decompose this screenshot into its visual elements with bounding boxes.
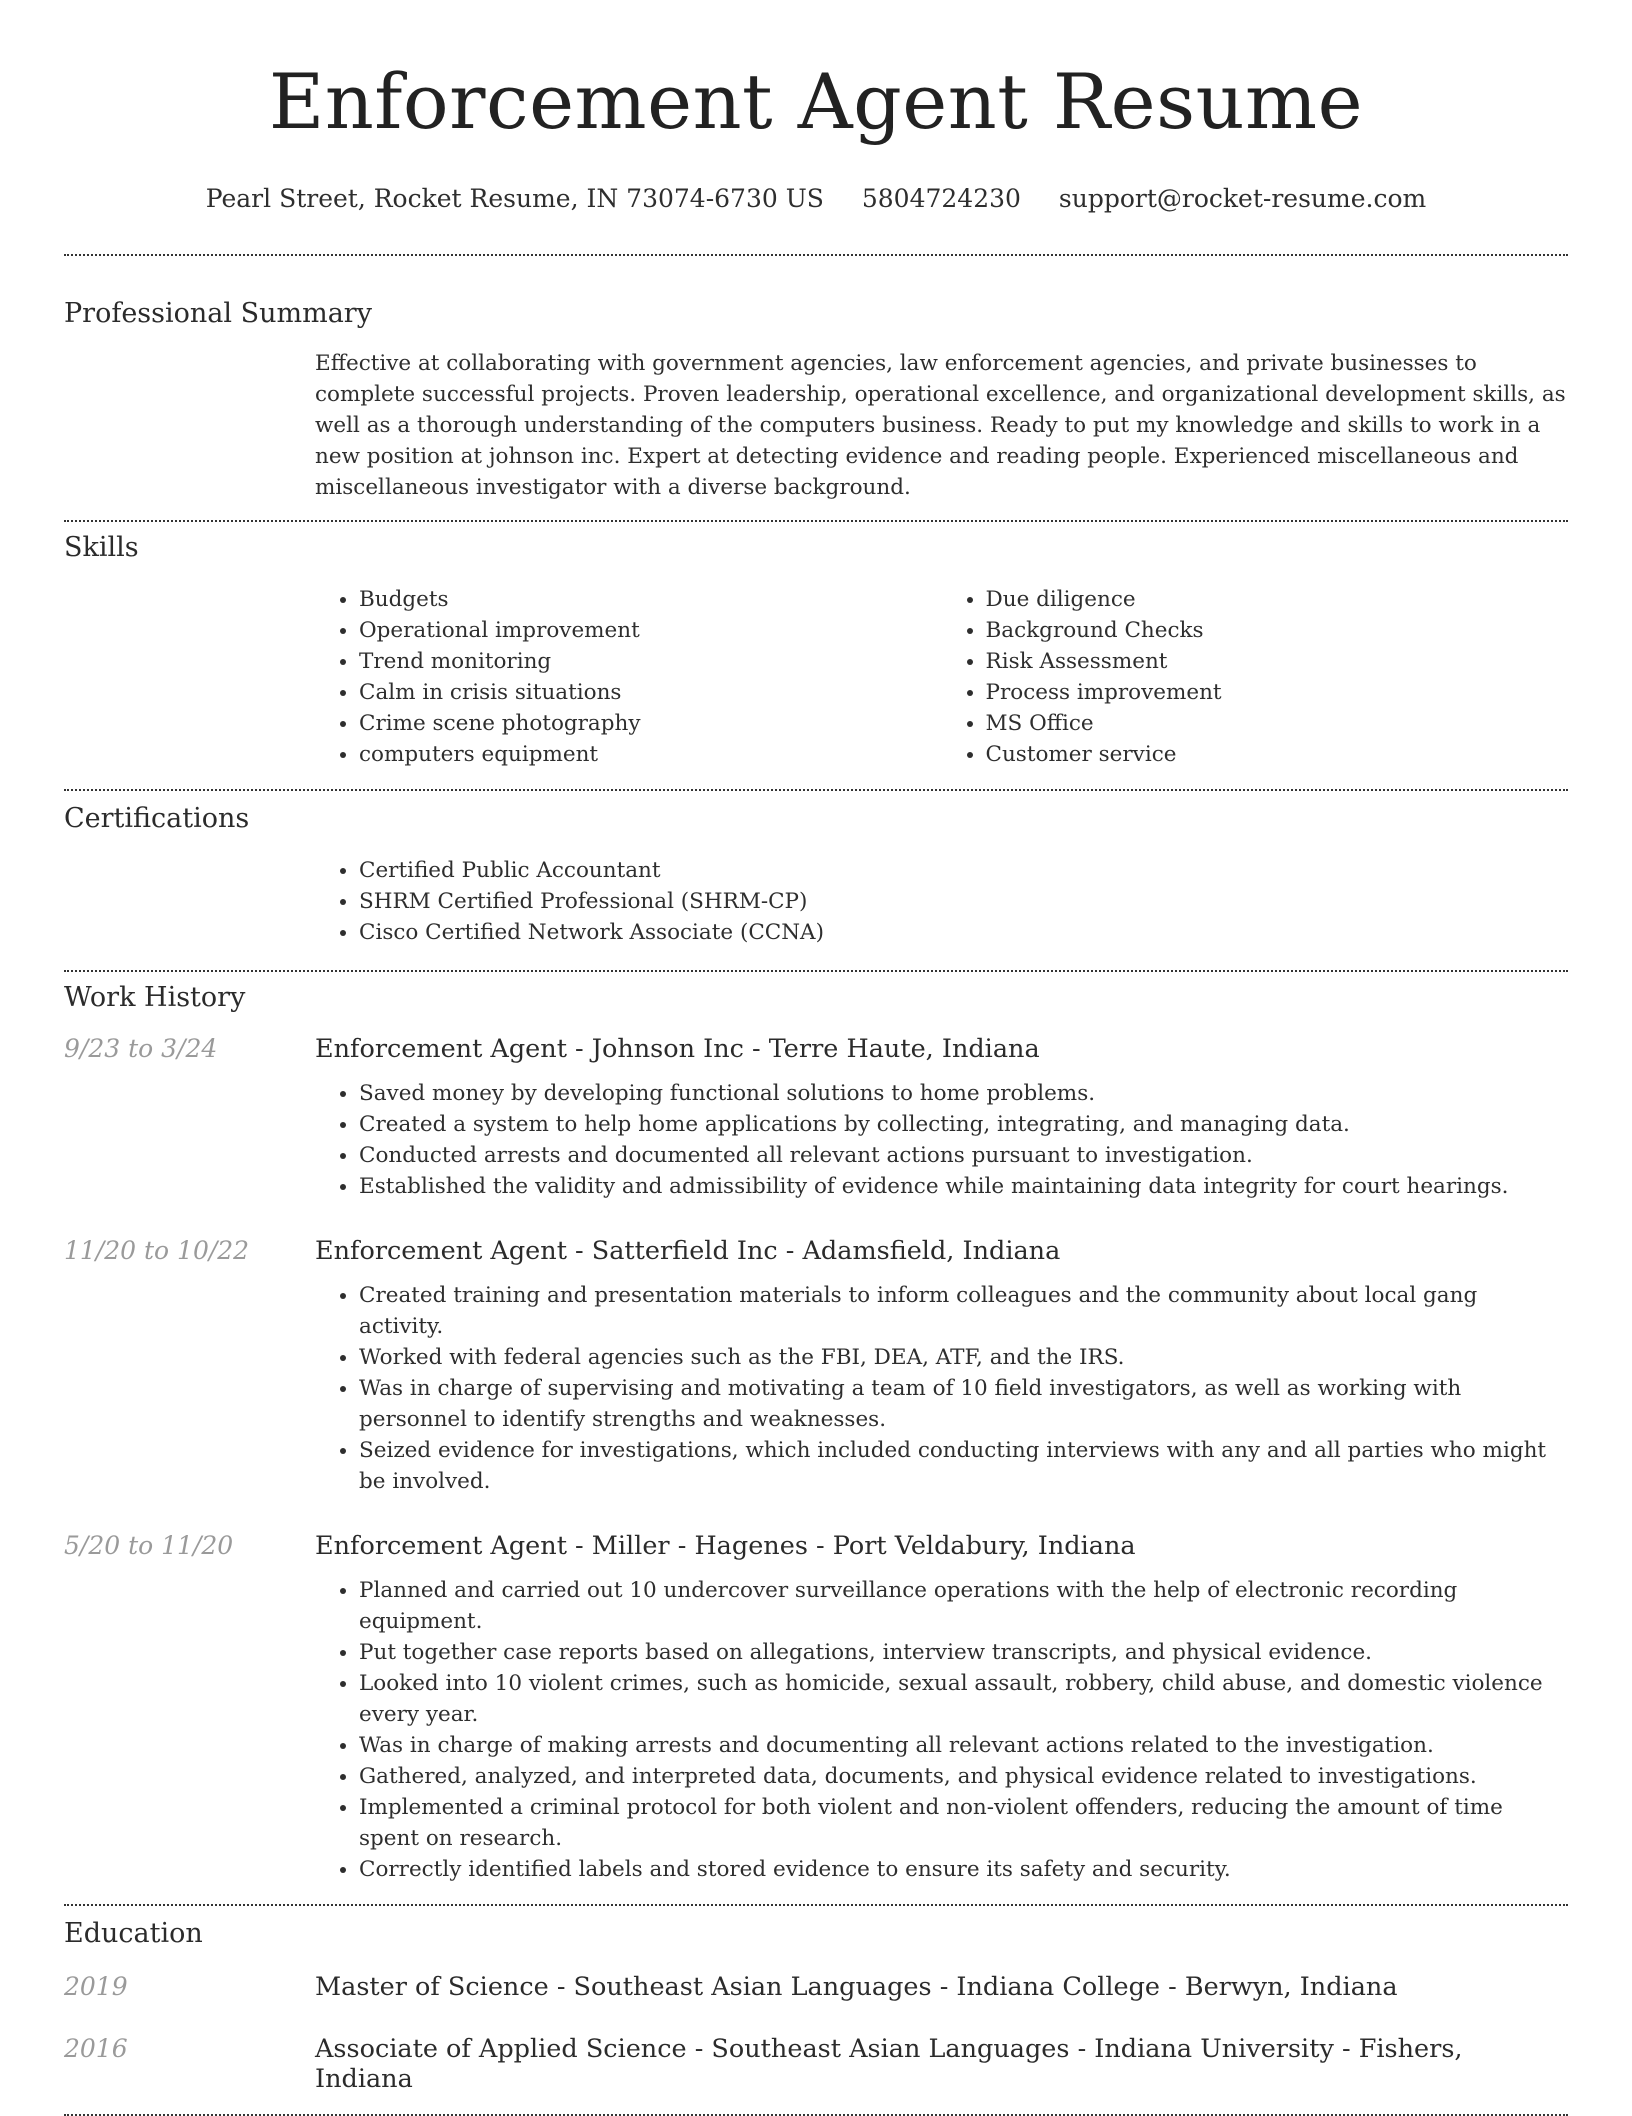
job-header (64, 1531, 1568, 1561)
summary-heading: Professional Summary (64, 298, 372, 329)
job-header (64, 1034, 1568, 1064)
summary-text: Effective at collaborating with government agencies, law enforcement agencies, and private businesses to complete successful projects. Proven leadership, operational excellence, and organizational development skills, as well as a thorough understanding of the computers business. Ready to put my knowledge and skills to work in a new position at johnson inc. Expert at detecting evidence and reading people. Experienced miscellaneous and miscellaneous investigator with a diverse background. (315, 351, 1566, 500)
job-title: Enforcement Agent - Satterfield Inc - Adamsfield, Indiana (315, 1236, 1061, 1266)
education-entry (64, 1972, 1568, 2002)
contact-phone: 5804724230 (861, 184, 1021, 213)
job-bullet: • Put together case reports based on allegations, interview transcripts, and physical evidence. (359, 1637, 1568, 1668)
job-bullet: • Seized evidence for investigations, which included conducting interviews with any and all parties who might be involved. (359, 1435, 1568, 1497)
contact-address: Pearl Street, Rocket Resume, IN 73074-6730 US (205, 184, 824, 213)
skills-section (64, 530, 1568, 770)
divider-skills (64, 789, 1568, 791)
education-year: 2019 (64, 1972, 128, 2001)
skill-item: • Process improvement (986, 677, 1569, 708)
job-details (315, 1078, 1568, 1202)
job-bullet: • Saved money by developing functional solutions to home problems. (359, 1078, 1568, 1109)
divider-summary (64, 520, 1568, 522)
job-title: Enforcement Agent - Miller - Hagenes - Port Veldabury, Indiana (315, 1531, 1136, 1561)
job-dates: 11/20 to 10/22 (64, 1236, 250, 1265)
skills-grid (315, 584, 1568, 770)
job-bullet: • Gathered, analyzed, and interpreted data, documents, and physical evidence related to investigations. (359, 1761, 1568, 1792)
skill-item: • Trend monitoring (359, 646, 942, 677)
job-bullet: • Was in charge of supervising and motivating a team of 10 field investigators, as well as working with personnel to identify strengths and weaknesses. (359, 1373, 1568, 1435)
skills-list-right (942, 584, 1569, 770)
job-bullet: • Conducted arrests and documented all relevant actions pursuant to investigation. (359, 1140, 1568, 1171)
education-section (64, 1916, 1568, 2094)
summary-section (64, 296, 1568, 503)
certification-item: • Cisco Certified Network Associate (CCNA) (359, 917, 1568, 948)
job-bullet: • Planned and carried out 10 undercover surveillance operations with the help of electronic recording equipment. (359, 1575, 1568, 1637)
job-dates: 5/20 to 11/20 (64, 1531, 234, 1560)
job-entry (64, 1034, 1568, 1202)
skill-item: • Customer service (986, 739, 1569, 770)
education-year: 2016 (64, 2034, 128, 2063)
divider-certifications (64, 970, 1568, 972)
skill-item: • Due diligence (986, 584, 1569, 615)
job-bullet: • Was in charge of making arrests and documenting all relevant actions related to the investigation. (359, 1730, 1568, 1761)
summary-content (315, 348, 1568, 503)
certification-item: • Certified Public Accountant (359, 855, 1568, 886)
skill-item: • computers equipment (359, 739, 942, 770)
job-title: Enforcement Agent - Johnson Inc - Terre Haute, Indiana (315, 1034, 1040, 1064)
skill-item: • Budgets (359, 584, 942, 615)
job-bullet: • Worked with federal agencies such as the FBI, DEA, ATF, and the IRS. (359, 1342, 1568, 1373)
education-title: Associate of Applied Science - Southeast Asian Languages - Indiana University - Fishers, Indiana (315, 2034, 1463, 2094)
skill-item: • Calm in crisis situations (359, 677, 942, 708)
work-history-section (64, 980, 1568, 1885)
certifications-section (64, 801, 1568, 948)
skill-item: • Crime scene photography (359, 708, 942, 739)
skill-item: • Operational improvement (359, 615, 942, 646)
education-title: Master of Science - Southeast Asian Languages - Indiana College - Berwyn, Indiana (315, 1972, 1398, 2002)
divider-work (64, 1904, 1568, 1906)
education-heading: Education (64, 1918, 203, 1949)
skills-heading: Skills (64, 532, 139, 563)
job-dates: 9/23 to 3/24 (64, 1034, 218, 1063)
job-bullet: • Created a system to help home applications by collecting, integrating, and managing data. (359, 1109, 1568, 1140)
education-entry (64, 2034, 1568, 2094)
job-bullets (315, 1280, 1568, 1497)
certification-item: • SHRM Certified Professional (SHRM-CP) (359, 886, 1568, 917)
skill-item: • Risk Assessment (986, 646, 1569, 677)
job-bullets (315, 1575, 1568, 1885)
job-entry (64, 1531, 1568, 1885)
work-history-heading: Work History (64, 982, 246, 1013)
job-bullet: • Established the validity and admissibility of evidence while maintaining data integrity for court hearings. (359, 1171, 1568, 1202)
contact-line (64, 182, 1568, 216)
divider-header (64, 254, 1568, 256)
job-bullet: • Created training and presentation materials to inform colleagues and the community about local gang activity. (359, 1280, 1568, 1342)
job-bullet: • Implemented a criminal protocol for both violent and non-violent offenders, reducing the amount of time spent on research. (359, 1792, 1568, 1854)
skills-list-left (315, 584, 942, 770)
certifications-heading: Certifications (64, 803, 250, 834)
skill-item: • MS Office (986, 708, 1569, 739)
job-entry (64, 1236, 1568, 1497)
contact-email: support@rocket-resume.com (1058, 184, 1427, 213)
certifications-content (315, 855, 1568, 948)
certifications-list (315, 855, 1568, 948)
job-bullet: • Looked into 10 violent crimes, such as homicide, sexual assault, robbery, child abuse, and domestic violence every year. (359, 1668, 1568, 1730)
skill-item: • Background Checks (986, 615, 1569, 646)
job-details (315, 1575, 1568, 1885)
job-details (315, 1280, 1568, 1497)
job-header (64, 1236, 1568, 1266)
job-bullet: • Correctly identified labels and stored evidence to ensure its safety and security. (359, 1854, 1568, 1885)
resume-title: Enforcement Agent Resume (268, 57, 1364, 146)
job-bullets (315, 1078, 1568, 1202)
